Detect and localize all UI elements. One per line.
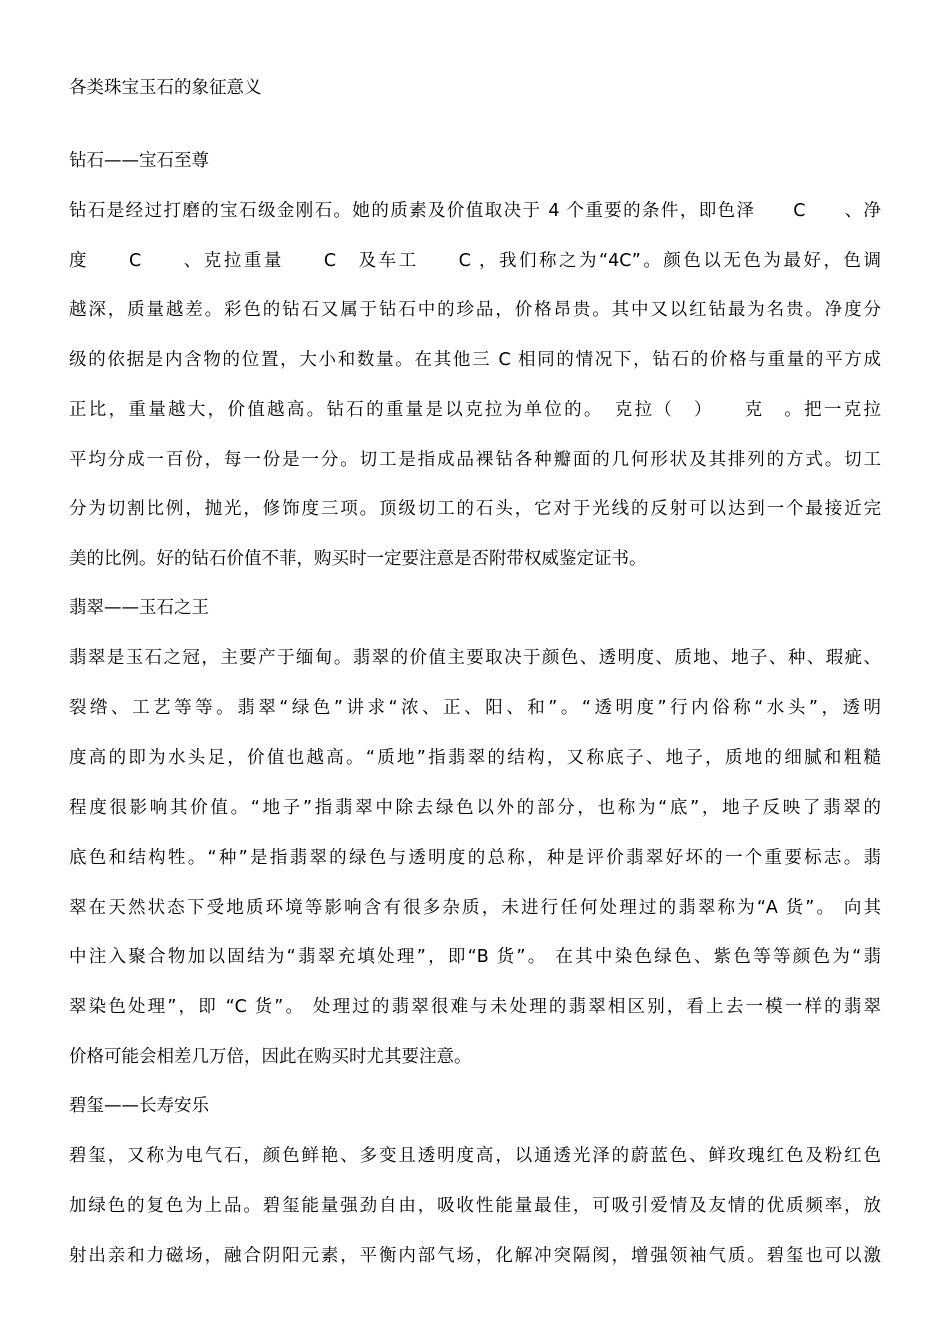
paragraph-line: 程度很影响其价值。“地子”指翡翠中除去绿色以外的部分，也称为“底”，地子反映了翡翠的 xyxy=(69,798,881,818)
paragraph-line: 翠在天然状态下受地质环境等影响含有很多杂质，未进行任何处理过的翡翠称为“A 货”。 向其 xyxy=(69,898,881,918)
document-title: 各类珠宝玉石的象征意义 xyxy=(69,78,262,98)
paragraph-line: 级的依据是内含物的位置，大小和数量。在其他三 C 相同的情况下，钻石的价格与重量的平方成 xyxy=(69,350,881,370)
paragraph-line: 钻石是经过打磨的宝石级金刚石。她的质素及价值取决于 4 个重要的条件，即色泽 C 、净 xyxy=(69,201,881,221)
paragraph-line: 加绿色的复色为上品。碧玺能量强劲自由，吸收性能量最佳，可吸引爱情及友情的优质频率，放 xyxy=(69,1196,881,1216)
paragraph-line: 正比，重量越大，价值越高。钻石的重量是以克拉为单位的。 克拉（ ） 克 。把一克拉 xyxy=(69,400,881,420)
section-heading-diamond: 钻石——宝石至尊 xyxy=(69,151,209,171)
paragraph-line: 翠染色处理”，即 “C 货”。 处理过的翡翠很难与未处理的翡翠相区别，看上去一模一样的翡翠 xyxy=(69,997,881,1017)
paragraph-line: 平均分成一百份，每一份是一分。切工是指成品裸钻各种瓣面的几何形状及其排列的方式。切工 xyxy=(69,450,881,470)
paragraph-line: 碧玺，又称为电气石，颜色鲜艳、多变且透明度高，以通透光泽的蔚蓝色、鲜玫瑰红色及粉红色 xyxy=(69,1146,881,1166)
paragraph-line: 度 C 、克拉重量 C 及车工 C ，我们称之为“4C”。颜色以无色为最好，色调 xyxy=(69,251,881,271)
paragraph-line: 度高的即为水头足，价值也越高。“质地”指翡翠的结构，又称底子、地子，质地的细腻和粗糙 xyxy=(69,748,881,768)
paragraph-line: 中注入聚合物加以固结为“翡翠充填处理”，即“B 货”。 在其中染色绿色、紫色等等颜色为“翡 xyxy=(69,947,881,967)
paragraph-line: 翡翠是玉石之冠，主要产于缅甸。翡翠的价值主要取决于颜色、透明度、质地、地子、种、瑕疵、 xyxy=(69,648,881,668)
paragraph-line: 射出亲和力磁场，融合阴阳元素，平衡内部气场，化解冲突隔阂，增强领袖气质。碧玺也可以激 xyxy=(69,1246,881,1266)
section-heading-jadeite: 翡翠——玉石之王 xyxy=(69,598,209,618)
paragraph-line: 裂绺、工艺等等。翡翠“绿色”讲求“浓、正、阳、和”。“透明度”行内俗称“水头”，透明 xyxy=(69,698,881,718)
paragraph-line: 底色和结构牲。“种”是指翡翠的绿色与透明度的总称，种是评价翡翠好坏的一个重要标志。翡 xyxy=(69,848,881,868)
section-heading-tourmaline: 碧玺——长寿安乐 xyxy=(69,1096,209,1116)
paragraph-line: 分为切割比例，抛光，修饰度三项。顶级切工的石头，它对于光线的反射可以达到一个最接近完 xyxy=(69,499,881,519)
paragraph-line: 价格可能会相差几万倍，因此在购买时尤其要注意。 xyxy=(69,1047,472,1067)
paragraph-line: 美的比例。好的钻石价值不菲，购买时一定要注意是否附带权威鉴定证书。 xyxy=(69,549,647,569)
paragraph-line: 越深，质量越差。彩色的钻石又属于钻石中的珍品，价格昂贵。其中又以红钻最为名贵。净度分 xyxy=(69,300,881,320)
